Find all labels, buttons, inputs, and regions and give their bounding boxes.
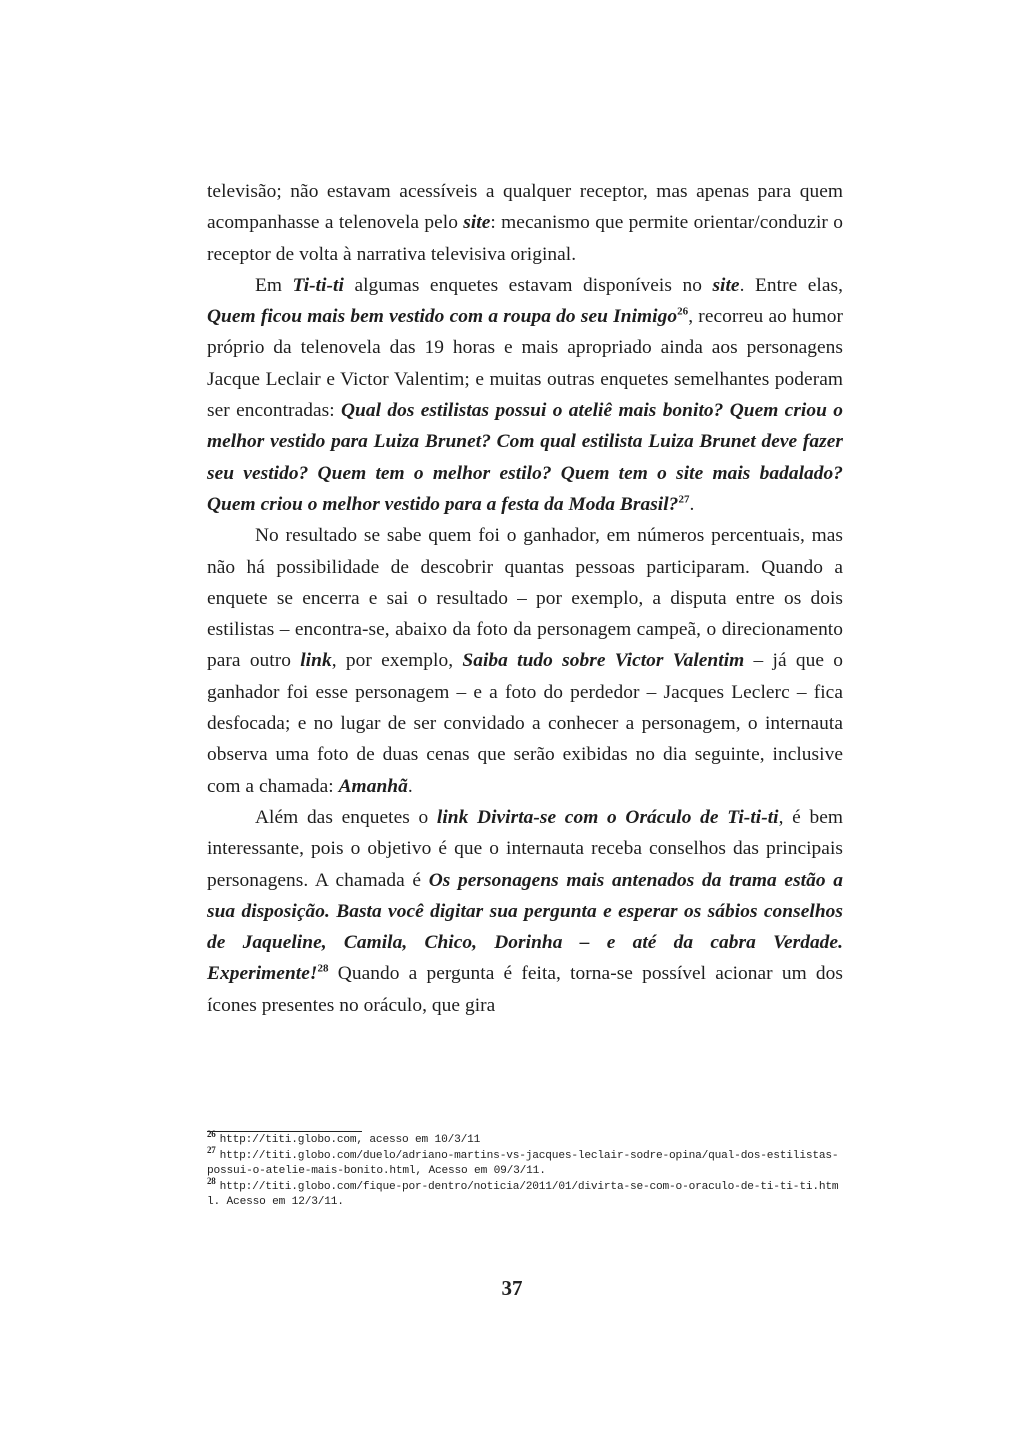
footnote-divider <box>207 1131 362 1132</box>
document-body <box>207 176 843 1021</box>
paragraph-text: No resultado se sabe quem foi o ganhador, em números percentuais, mas não há possibilidade de descobrir quantas pessoas participaram. Quando a enquete se encerra e sai o resultado – por exemplo, a disputa entre os dois estilistas – encontra-se, abaixo da foto da personagem campeã, o direcionamento para outro <box>207 525 843 672</box>
paragraph-text: , por exemplo, <box>331 650 463 672</box>
emphasis-poll-list: Qual dos estilistas possui o ateliê mais bonito? Quem criou o melhor vestido para Luiza Brunet? Com qual estilista Luiza Brunet deve fazer seu vestido? Quem tem o melhor estilo? Quem tem o site mais badalado? Quem criou o melhor vestido para a festa da Moda Brasil? <box>207 400 844 515</box>
footnote-text: http://titi.globo.com, acesso em 10/3/11 <box>219 1134 481 1146</box>
page-number: 37 <box>501 1276 523 1300</box>
emphasis-oracle-call: Os personagens mais antenados da trama estão a sua disposição. Basta você digitar sua pergunta e esperar os sábios conselhos de Jaqueline, Camila, Chico, Dorinha – e até da cabra Verdade. Experimente! <box>207 869 843 985</box>
paragraph-text: televisão; não estavam acessíveis a qualquer receptor, mas apenas para quem acompanhasse a telenovela pelo <box>207 181 843 234</box>
emphasis-site: site <box>463 212 491 234</box>
footnote-ref-27: 27 <box>678 493 690 506</box>
footnote-number: 27 <box>207 1144 216 1155</box>
footnote-number: 26 <box>207 1129 216 1140</box>
paragraph-text: Em <box>255 274 293 296</box>
paragraph-text: . <box>689 493 695 515</box>
paragraph-text: . Entre elas, <box>739 274 843 296</box>
paragraph-4 <box>207 802 843 1021</box>
footnote-27 <box>207 1144 843 1180</box>
paragraph-text: Quando a pergunta é feita, torna-se possível acionar um dos ícones presentes no oráculo, que gira <box>207 963 843 1016</box>
emphasis-title: Ti-ti-ti <box>292 274 344 296</box>
footnote-text: http://titi.globo.com/duelo/adriano-martins-vs-jacques-leclair-sodre-opina/qual-dos-estilistas-possui-o-atelie-mais-bonito.html, Acesso em 09/3/11. <box>207 1149 839 1178</box>
paragraph-text: algumas enquetes estavam disponíveis no <box>343 274 713 296</box>
paragraph-text: – já que o ganhador foi esse personagem – e a foto do perdedor – Jacques Leclerc – fica desfocada; e no lugar de ser convidado a conhecer a personagem, o internauta observa uma foto de duas cenas que serão exibidas no dia seguinte, inclusive com a chamada: <box>207 650 844 797</box>
paragraph-2 <box>207 270 843 520</box>
emphasis-link: link <box>300 650 332 672</box>
paragraph-text: . <box>407 775 413 797</box>
paragraph-3 <box>207 520 843 802</box>
paragraph-text: , recorreu ao humor próprio da telenovela das 19 horas e mais apropriado ainda aos personagens Jacque Leclair e Victor Valentim; e muitas outras enquetes semelhantes poderam ser encontradas: <box>207 306 843 422</box>
footnotes <box>207 1129 843 1211</box>
emphasis-poll-title: Quem ficou mais bem vestido com a roupa do seu Inimigo <box>207 306 678 328</box>
emphasis-oracle-link: link Divirta-se com o Oráculo de Ti-ti-ti <box>436 806 779 828</box>
emphasis-site: site <box>712 274 740 296</box>
footnote-number: 28 <box>207 1176 216 1187</box>
footnote-26 <box>207 1129 843 1149</box>
paragraph-text: Além das enquetes o <box>255 806 437 828</box>
emphasis-tomorrow: Amanhã <box>338 775 408 797</box>
paragraph-text: : mecanismo que permite orientar/conduzir o receptor de volta à narrativa televisiva original. <box>207 212 843 265</box>
footnote-text: http://titi.globo.com/fique-por-dentro/noticia/2011/01/divirta-se-com-o-oraculo-de-ti-ti-ti.html. Acesso em 12/3/11. <box>207 1180 839 1209</box>
paragraph-text: , é bem interessante, pois o objetivo é que o internauta receba conselhos das principais personagens. A chamada é <box>207 806 843 891</box>
footnote-28 <box>207 1176 843 1211</box>
emphasis-callout: Saiba tudo sobre Victor Valentim <box>462 650 745 672</box>
paragraph-1 <box>207 176 843 270</box>
footnote-ref-28: 28 <box>317 962 329 975</box>
footnote-ref-26: 26 <box>677 305 689 318</box>
